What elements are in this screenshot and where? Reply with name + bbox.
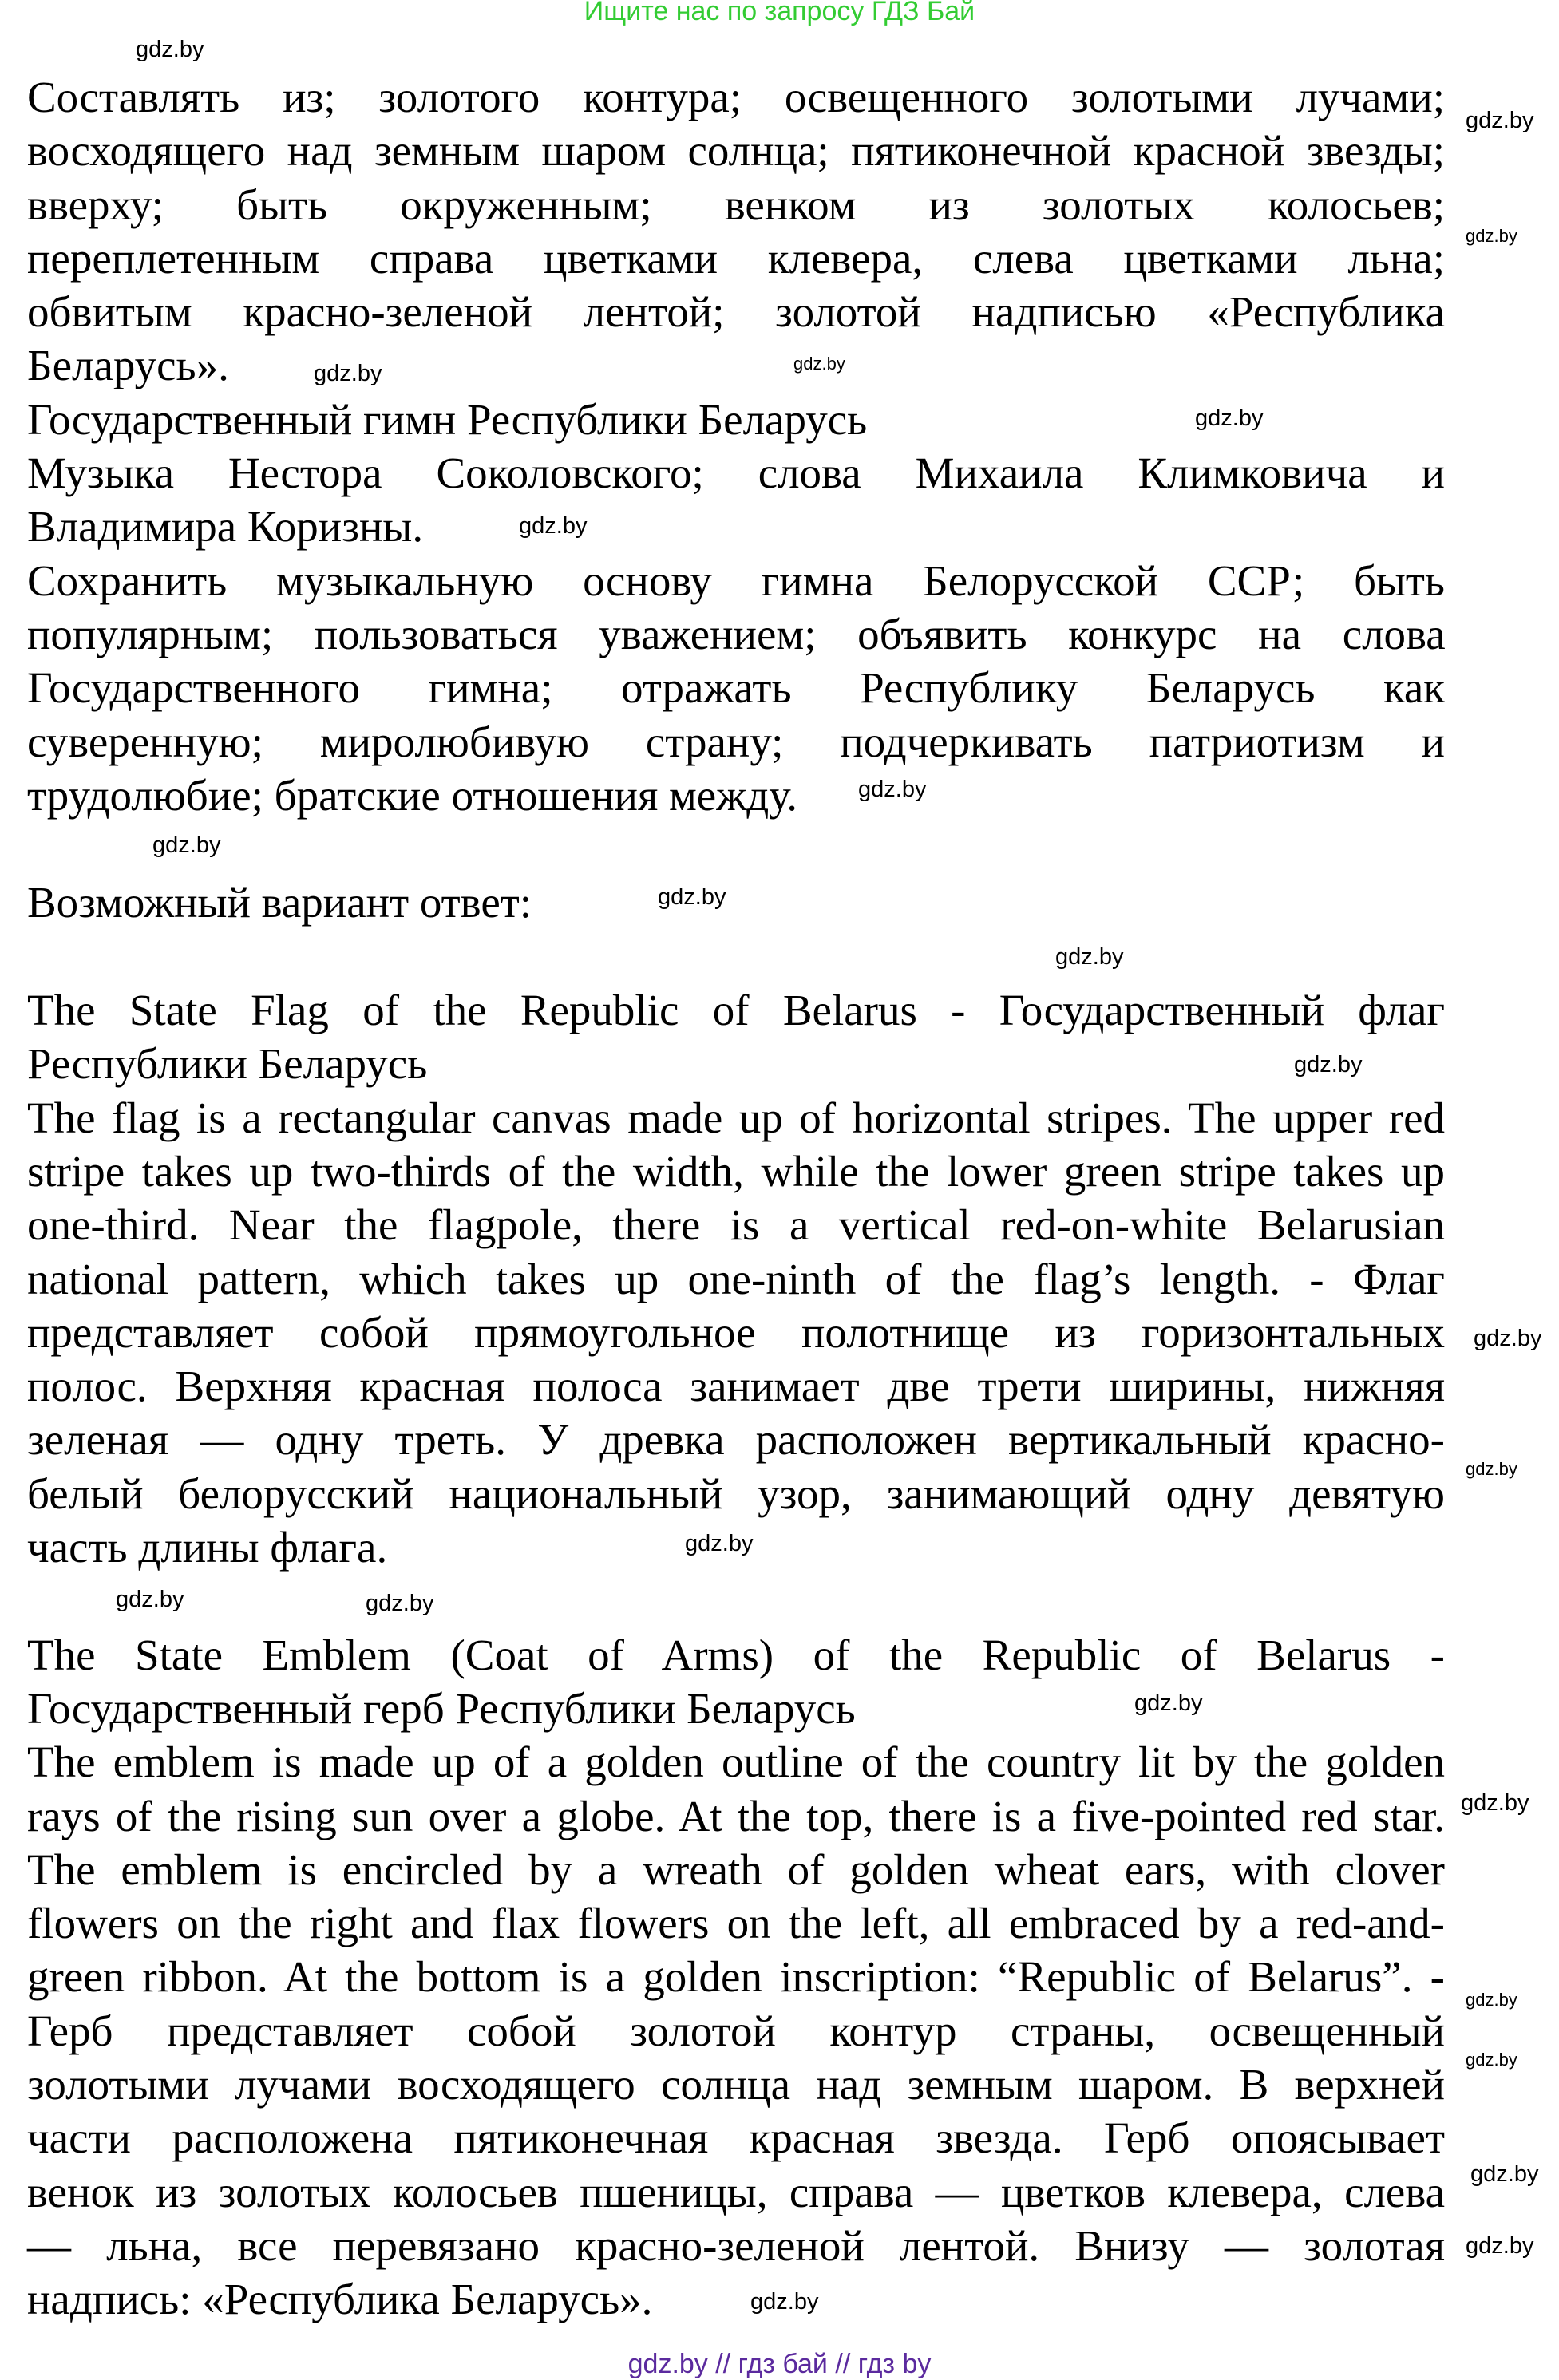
text-line: золотыми лучами восходящего солнца над земным шаром. В верхней xyxy=(27,2059,1445,2109)
watermark: gdz.by xyxy=(1466,108,1534,133)
watermark: gdz.by xyxy=(1466,1459,1517,1479)
text-line: The State Flag of the Republic of Belarus - Государственный флаг xyxy=(27,986,1445,1035)
text-line: — льна, все перевязано красно-зеленой лентой. Внизу — золотая xyxy=(27,2220,1445,2270)
blank-line xyxy=(27,822,1445,876)
watermark: gdz.by xyxy=(116,1587,184,1612)
text-line: The flag is a rectangular canvas made up of horizontal stripes. The upper red xyxy=(27,1093,1445,1142)
text-line-content: часть длины флага. xyxy=(27,1523,388,1572)
watermark: gdz.by xyxy=(1466,2233,1534,2259)
watermark: gdz.by xyxy=(858,777,927,802)
text-line: обвитым красно-зеленой лентой; золотой надписью «Республика xyxy=(27,287,1445,337)
watermark: gdz.by xyxy=(1195,405,1264,431)
text-line: The State Emblem (Coat of Arms) of the Republic of Belarus - xyxy=(27,1630,1445,1679)
text-line: rays of the rising sun over a globe. At the top, there is a five-pointed red star. xyxy=(27,1791,1445,1840)
text-line-content: надпись: «Республика Беларусь». xyxy=(27,2275,653,2324)
text-line: Сохранить музыкальную основу гимна Белорусской ССР; быть xyxy=(27,555,1445,605)
watermark: gdz.by xyxy=(685,1531,754,1556)
blank-line xyxy=(27,930,1445,983)
blank-line xyxy=(27,1574,1445,1627)
footer-banner[interactable]: gdz.by // гдз бай // гдз by xyxy=(627,2349,932,2379)
watermark: gdz.by xyxy=(1466,1990,1517,2010)
text-line: The emblem is made up of a golden outline of the country lit by the golden xyxy=(27,1738,1445,1787)
watermark: gdz.by xyxy=(1466,226,1517,246)
text-line-content: Беларусь». xyxy=(27,341,229,390)
watermark: gdz.by xyxy=(1474,1326,1542,1351)
text-line: венок из золотых колосьев пшеницы, справа — цветков клевера, слева xyxy=(27,2167,1445,2216)
text-line-content: Республики Беларусь xyxy=(27,1039,428,1089)
text-line-content: Владимира Коризны. xyxy=(27,502,424,552)
text-line xyxy=(27,500,1445,553)
text-line xyxy=(27,876,1445,929)
watermark: gdz.by xyxy=(366,1591,434,1616)
text-line: Герб представляет собой золотой контур страны, освещенный xyxy=(27,2006,1445,2055)
text-line: части расположена пятиконечная красная звезда. Герб опоясывает xyxy=(27,2113,1445,2163)
watermark: gdz.by xyxy=(750,2289,819,2315)
watermark: gdz.by xyxy=(793,354,845,374)
search-banner: Ищите нас по запросу ГДЗ Бай xyxy=(584,0,975,26)
text-line: Государственного гимна; отражать Республику Беларусь как xyxy=(27,663,1445,713)
text-line: one-third. Near the flagpole, there is a vertical red-on-white Belarusian xyxy=(27,1200,1445,1250)
watermark: gdz.by xyxy=(658,884,726,910)
text-line: вверху; быть окруженным; венком из золотых колосьев; xyxy=(27,180,1445,229)
watermark: gdz.by xyxy=(314,361,382,386)
watermark: gdz.by xyxy=(152,832,221,858)
watermark: gdz.by xyxy=(1470,2161,1539,2187)
watermark: gdz.by xyxy=(1294,1052,1363,1077)
text-line: Музыка Нестора Соколовского; слова Михаила Климковича и xyxy=(27,449,1445,498)
text-line-content: трудолюбие; братские отношения между. xyxy=(27,770,797,820)
watermark: gdz.by xyxy=(1134,1690,1203,1716)
text-line: полос. Верхняя красная полоса занимает две трети ширины, нижняя xyxy=(27,1362,1445,1411)
text-line xyxy=(27,1037,1445,1090)
text-line: Составлять из; золотого контура; освещенного золотыми лучами; xyxy=(27,73,1445,121)
text-line: белый белорусский национальный узор, занимающий одну девятую xyxy=(27,1469,1445,1518)
text-line-content: Государственный герб Республики Беларусь xyxy=(27,1683,856,1733)
text-line: The emblem is encircled by a wreath of golden wheat ears, with clover xyxy=(27,1844,1445,1894)
text-line: популярным; пользоваться уважением; объявить конкурс на слова xyxy=(27,609,1445,658)
text-line: flowers on the right and flax flowers on the left, all embraced by a red-and- xyxy=(27,1899,1445,1948)
text-line: представляет собой прямоугольное полотнище из горизонтальных xyxy=(27,1307,1445,1357)
text-line-content: Государственный гимн Республики Беларусь xyxy=(27,394,868,444)
watermark: gdz.by xyxy=(1055,944,1124,970)
watermark: gdz.by xyxy=(1466,2050,1517,2070)
text-line xyxy=(27,1682,1445,1735)
watermark: gdz.by xyxy=(136,37,204,62)
text-line-content: Возможный вариант ответ: xyxy=(27,878,532,927)
text-line xyxy=(27,769,1445,822)
watermark: gdz.by xyxy=(519,513,588,539)
watermark: gdz.by xyxy=(1461,1790,1529,1816)
text-line: переплетенным справа цветками клевера, слева цветками льна; xyxy=(27,233,1445,283)
text-line: national pattern, which takes up one-ninth of the flag’s length. - Флаг xyxy=(27,1254,1445,1303)
text-line: зеленая — одну треть. У древка расположен вертикальный красно- xyxy=(27,1415,1445,1465)
text-line xyxy=(27,338,1445,392)
text-line xyxy=(27,2272,1445,2326)
text-line: stripe takes up two-thirds of the width, while the lower green stripe takes up xyxy=(27,1146,1445,1196)
text-line: суверенную; миролюбивую страну; подчеркивать патриотизм и xyxy=(27,717,1445,766)
text-line: green ribbon. At the bottom is a golden inscription: “Republic of Belarus”. - xyxy=(27,1952,1445,2002)
text-line: восходящего над земным шаром солнца; пятиконечной красной звезды; xyxy=(27,126,1445,176)
